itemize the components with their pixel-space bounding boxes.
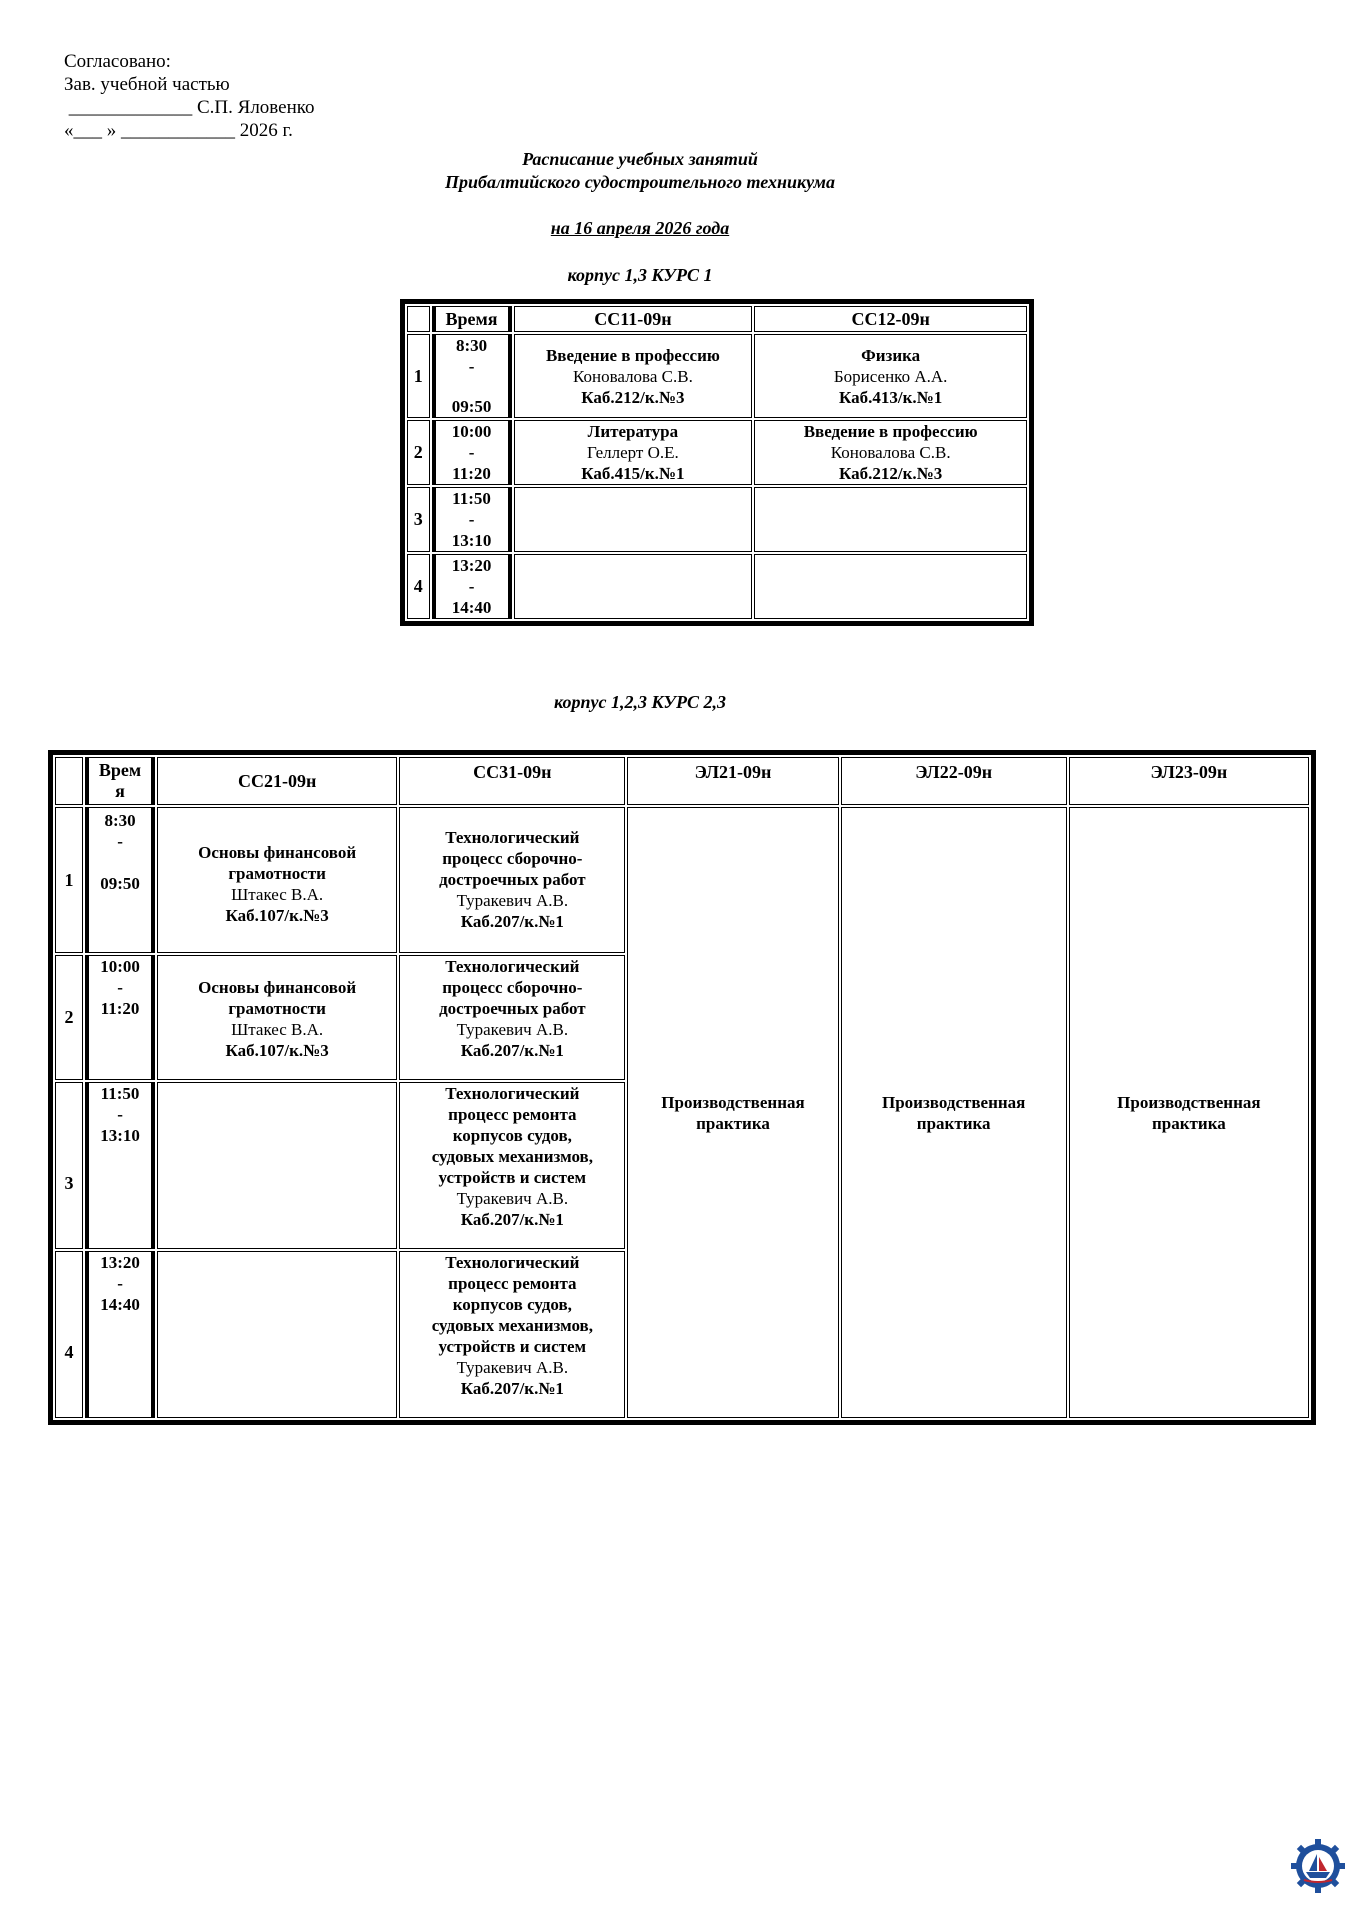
approval-signature-line: _____________ С.П. Яловенко: [64, 97, 315, 118]
pair-number: 3: [407, 487, 430, 552]
practice-label-cont: практика: [696, 1113, 770, 1133]
lesson-teacher: Коновалова С.В.: [830, 443, 951, 462]
table-row: [55, 807, 1309, 953]
lesson-subject-cont: процесс сборочно-: [442, 849, 583, 868]
lesson-cell: [754, 420, 1027, 485]
header-group-ss12: СС12-09н: [754, 306, 1027, 332]
pair-time: [432, 334, 512, 418]
time-start: 11:50: [100, 1084, 140, 1103]
header-group-el21-label: ЭЛ21-09н: [694, 762, 772, 782]
title-line-2: Прибалтийского судостроительного техникума: [445, 172, 835, 192]
time-dash: -: [117, 832, 123, 851]
lesson-room: Каб.415/к.№1: [581, 464, 685, 483]
table-row: [407, 334, 1027, 418]
pair-number: 4: [55, 1251, 83, 1418]
time-end: 13:10: [100, 1126, 140, 1145]
lesson-subject: Введение в профессию: [545, 345, 720, 365]
lesson-subject: Основы финансовой: [198, 978, 357, 997]
approval-line-1: Согласовано:: [64, 51, 171, 72]
lesson-room: Каб.413/к.№1: [839, 387, 943, 407]
pair-number: 4: [407, 554, 430, 619]
time-dash: -: [468, 357, 475, 376]
time-dash: -: [468, 577, 475, 596]
header-group-ss11: СС11-09н: [514, 306, 753, 332]
lesson-subject: Основы финансовой: [198, 843, 357, 862]
time-start: 8:30: [455, 336, 488, 355]
lesson-subject-cont: судовых механизмов,: [431, 1147, 593, 1166]
table-row: [407, 420, 1027, 485]
practice-cell-el22: [841, 807, 1067, 1418]
time-start: 13:20: [451, 556, 492, 575]
pair-time: [432, 420, 512, 485]
lesson-cell-empty: [754, 554, 1027, 619]
time-end: 14:40: [451, 598, 492, 617]
lesson-teacher: Коновалова С.В.: [572, 366, 693, 386]
lesson-cell: [754, 334, 1027, 418]
header-time: [85, 757, 155, 805]
lesson-subject-cont: грамотности: [228, 864, 326, 883]
lesson-cell-empty: [514, 554, 753, 619]
lesson-cell-empty: [754, 487, 1027, 552]
schedule-table-course-2-3: [48, 750, 1316, 1425]
lesson-cell: [157, 955, 397, 1080]
time-start: 8:30: [104, 811, 136, 830]
lesson-subject: Технологический: [445, 828, 580, 847]
time-dash: -: [468, 443, 475, 462]
lesson-cell: [514, 420, 753, 485]
time-dash: -: [117, 978, 123, 997]
lesson-room: Каб.107/к.№3: [225, 906, 329, 925]
table-row: [407, 487, 1027, 552]
header-time-part-1: Врем: [98, 760, 142, 780]
lesson-subject-cont: процесс ремонта: [448, 1105, 577, 1124]
time-dash: -: [117, 1105, 123, 1124]
table-header-row: [407, 306, 1027, 332]
lesson-teacher: Туракевич А.В.: [456, 1189, 569, 1208]
header-group-ss21: СС21-09н: [157, 757, 397, 805]
lesson-teacher: Борисенко А.А.: [833, 366, 948, 386]
header-num: [55, 757, 83, 805]
schedule-table-course-1: [400, 299, 1034, 626]
lesson-subject-cont: процесс сборочно-: [442, 978, 583, 997]
lesson-subject: Технологический: [445, 1084, 580, 1103]
lesson-subject-cont: устройств и систем: [438, 1337, 587, 1356]
pair-number: 2: [55, 955, 83, 1080]
lesson-subject: Технологический: [445, 1253, 580, 1272]
lesson-cell-empty: [157, 1251, 397, 1418]
header-time: Время: [432, 306, 512, 332]
time-end: 14:40: [100, 1295, 140, 1314]
pair-time: [85, 1082, 155, 1249]
lesson-cell: [399, 807, 625, 953]
pair-number: 1: [55, 807, 83, 953]
header-group-el23-label: ЭЛ23-09н: [1150, 762, 1228, 782]
lesson-room: Каб.207/к.№1: [460, 912, 564, 931]
lesson-subject-cont: корпусов судов,: [452, 1295, 572, 1314]
lesson-subject-cont: корпусов судов,: [452, 1126, 572, 1145]
pair-time: [432, 554, 512, 619]
lesson-subject-cont: грамотности: [228, 999, 326, 1018]
lesson-room: Каб.107/к.№3: [225, 1041, 329, 1060]
lesson-subject-cont: судовых механизмов,: [431, 1316, 593, 1335]
lesson-cell: [399, 1251, 625, 1418]
section2-heading: корпус 1,2,3 КУРС 2,3: [554, 692, 726, 712]
practice-label: Производственная: [661, 1092, 805, 1112]
pair-time: [85, 1251, 155, 1418]
header-group-ss31-label: СС31-09н: [473, 762, 552, 782]
pair-number: 1: [407, 334, 430, 418]
lesson-room: Каб.207/к.№1: [460, 1041, 564, 1060]
section1-heading: корпус 1,3 КУРС 1: [567, 265, 713, 285]
lesson-subject: Литература: [587, 422, 679, 441]
practice-label: Производственная: [881, 1092, 1026, 1112]
lesson-cell: [157, 807, 397, 953]
lesson-subject-cont: устройств и систем: [438, 1168, 587, 1187]
pair-time: [85, 955, 155, 1080]
time-end: 09:50: [100, 874, 140, 893]
lesson-room: Каб.212/к.№3: [839, 464, 943, 483]
shipyard-college-logo-icon: [1290, 1838, 1346, 1894]
lesson-teacher: Туракевич А.В.: [456, 1020, 569, 1039]
time-end: 11:20: [452, 464, 491, 483]
pair-number: 3: [55, 1082, 83, 1249]
lesson-room: Каб.212/к.№3: [581, 387, 685, 407]
header-group-el21: [627, 757, 838, 805]
header-group-el22-label: ЭЛ22-09н: [915, 762, 993, 782]
lesson-room: Каб.207/к.№1: [460, 1210, 564, 1229]
lesson-subject-cont: процесс ремонта: [448, 1274, 577, 1293]
practice-cell-el21: [627, 807, 838, 1418]
table-row: [407, 554, 1027, 619]
lesson-teacher: Туракевич А.В.: [456, 891, 569, 910]
pair-number: 2: [407, 420, 430, 485]
lesson-subject: Технологический: [445, 957, 580, 976]
header-group-el22: [841, 757, 1067, 805]
title-line-1: Расписание учебных занятий: [522, 149, 758, 169]
lesson-subject: Введение в профессию: [803, 422, 978, 441]
time-dash: -: [117, 1274, 123, 1293]
lesson-cell: [399, 955, 625, 1080]
practice-label: Производственная: [1117, 1092, 1261, 1112]
lesson-room: Каб.207/к.№1: [460, 1379, 564, 1398]
lesson-subject-cont: достроечных работ: [439, 870, 586, 889]
lesson-subject-cont: достроечных работ: [439, 999, 586, 1018]
approval-line-2: Зав. учебной частью: [64, 74, 230, 95]
pair-time: [432, 487, 512, 552]
header-group-ss31: [399, 757, 625, 805]
practice-label-cont: практика: [1152, 1113, 1226, 1133]
lesson-teacher: Туракевич А.В.: [456, 1358, 569, 1377]
lesson-teacher: Геллерт О.Е.: [587, 443, 679, 462]
time-start: 10:00: [100, 957, 140, 976]
lesson-teacher: Штакес В.А.: [231, 885, 324, 904]
time-dash: -: [468, 510, 475, 529]
lesson-cell-empty: [514, 487, 753, 552]
schedule-date: на 16 апреля 2026 года: [550, 218, 730, 238]
time-end: 11:20: [100, 999, 140, 1018]
header-time-part-2: я: [115, 781, 125, 801]
document-title: [0, 148, 1280, 194]
header-num: [407, 306, 430, 332]
header-group-el23: [1069, 757, 1309, 805]
lesson-cell: [399, 1082, 625, 1249]
time-end: 09:50: [451, 397, 492, 416]
pair-time: [85, 807, 155, 953]
lesson-cell: [514, 334, 753, 418]
lesson-teacher: Штакес В.А.: [231, 1020, 324, 1039]
time-start: 11:50: [452, 489, 491, 508]
time-start: 10:00: [451, 422, 492, 441]
table-header-row: [55, 757, 1309, 805]
time-end: 13:10: [451, 531, 492, 550]
practice-label-cont: практика: [916, 1113, 991, 1133]
practice-cell-el23: [1069, 807, 1309, 1418]
approval-block: [64, 50, 315, 142]
lesson-subject: Физика: [861, 345, 921, 365]
lesson-cell-empty: [157, 1082, 397, 1249]
time-start: 13:20: [100, 1253, 140, 1272]
approval-date-line: «___ » ____________ 2026 г.: [64, 120, 293, 141]
